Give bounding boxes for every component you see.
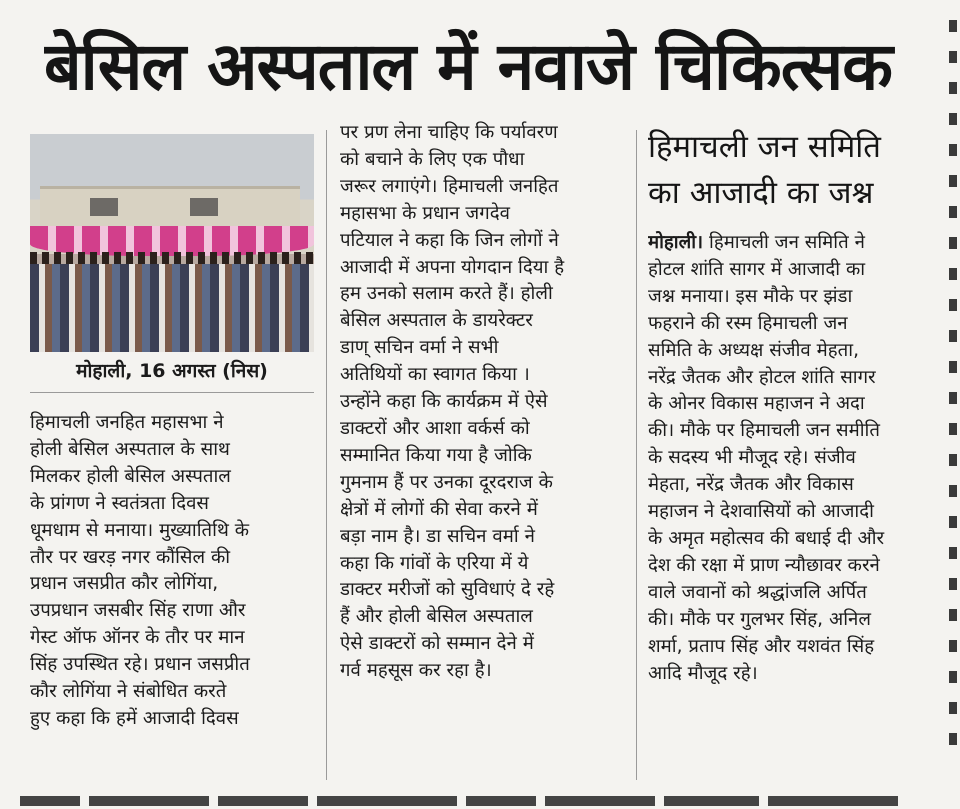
article-text-line: महासभा के प्रधान जगदेव bbox=[340, 202, 510, 224]
article-text-line: डाक्टरों और आशा वर्कर्स को bbox=[340, 417, 530, 439]
side-article-text-line: शर्मा, प्रताप सिंह और यशवंत सिंह bbox=[648, 635, 875, 657]
article-text-line: जरूर लगाएंगे। हिमाचली जनहित bbox=[340, 175, 559, 197]
article-text-line: अतिथियों का स्वागत किया । bbox=[340, 364, 530, 386]
text-fragment bbox=[949, 423, 957, 435]
side-article-text-line: फहराने की रस्म हिमाचली जन bbox=[648, 312, 848, 334]
adjacent-column-fragment bbox=[945, 20, 960, 800]
article-text-line: पर प्रण लेना चाहिए कि पर्यावरण bbox=[340, 122, 558, 143]
text-fragment bbox=[949, 671, 957, 683]
photo-window bbox=[190, 198, 218, 216]
column-divider bbox=[326, 130, 327, 780]
side-headline-line: का आजादी का जश्न bbox=[648, 175, 874, 211]
article-text-line: हिमाचली जनहित महासभा ने bbox=[30, 412, 224, 433]
article-text-line: को बचाने के लिए एक पौधा bbox=[340, 148, 525, 170]
side-article-text-line: की। मौके पर हिमाचली जन समीति bbox=[648, 420, 880, 442]
article-text-line: हुए कहा कि हमें आजादी दिवस bbox=[30, 707, 239, 729]
side-article-lead: हिमाचली जन समिति ने bbox=[703, 232, 865, 253]
article-text-line: सम्मानित किया गया है जोकि bbox=[340, 444, 532, 466]
article-column-2 bbox=[340, 120, 624, 685]
main-headline: बेसिल अस्पताल में नवाजे चिकित्सक bbox=[44, 28, 892, 105]
side-article-text-line: के अमृत महोत्सव की बधाई दी और bbox=[648, 527, 885, 549]
text-fragment bbox=[949, 609, 957, 621]
photo-window bbox=[90, 198, 118, 216]
text-fragment bbox=[949, 640, 957, 652]
article-text-line: गर्व महसूस कर रहा है। bbox=[340, 660, 492, 682]
article-text-line: के प्रांगण ने स्वतंत्रता दिवस bbox=[30, 492, 209, 514]
text-fragment bbox=[949, 454, 957, 466]
article-text-line: क्षेत्रों में लोगों की सेवा करने में bbox=[340, 498, 538, 520]
side-article-text-line: देश की रक्षा में प्राण न्यौछावर करने bbox=[648, 554, 880, 576]
article-text-line: कौर लोगिंया ने संबोधित करते bbox=[30, 681, 227, 703]
article-text-line: धूमधाम से मनाया। मुख्यातिथि के bbox=[30, 519, 250, 541]
text-fragment bbox=[664, 796, 759, 806]
side-article-text-line: जश्न मनाया। इस मौके पर झंडा bbox=[648, 285, 853, 307]
text-fragment bbox=[949, 113, 957, 125]
article-text-line: कहा कि गांवों के एरिया में ये bbox=[340, 552, 529, 574]
text-fragment bbox=[949, 485, 957, 497]
text-fragment bbox=[20, 796, 80, 806]
article-text-line: तौर पर खरड़ नगर कौंसिल की bbox=[30, 546, 231, 568]
text-fragment bbox=[949, 51, 957, 63]
text-fragment bbox=[949, 516, 957, 528]
text-fragment bbox=[949, 299, 957, 311]
text-fragment bbox=[949, 144, 957, 156]
text-fragment bbox=[317, 796, 457, 806]
side-article-text-line: के ओनर विकास महाजन ने अदा bbox=[648, 393, 865, 415]
text-fragment bbox=[89, 796, 209, 806]
text-fragment bbox=[949, 175, 957, 187]
text-fragment bbox=[949, 82, 957, 94]
text-fragment bbox=[949, 702, 957, 714]
article-text-line: ऐसे डाक्टरों को सम्मान देने में bbox=[340, 633, 534, 655]
column-divider bbox=[636, 130, 637, 780]
side-article-text-line: की। मौके पर गुलभर सिंह, अनिल bbox=[648, 608, 871, 630]
caption-divider bbox=[30, 392, 314, 393]
side-article-text-line: महाजन ने देशवासियों को आजादी bbox=[648, 501, 874, 523]
article-text-line: हैं और होली बेसिल अस्पताल bbox=[340, 606, 533, 628]
article-text-line: गुमनाम हैं पर उनका दूरदराज के bbox=[340, 471, 553, 493]
text-fragment bbox=[949, 20, 957, 32]
article-text-line: डाण् सचिन वर्मा ने सभी bbox=[340, 337, 499, 359]
side-headline-line: हिमाचली जन समिति bbox=[648, 129, 881, 165]
article-text-line: उपप्रधान जसबीर सिंह राणा और bbox=[30, 600, 246, 622]
side-article-text-line: के सदस्य भी मौजूद रहे। संजीव bbox=[648, 447, 856, 469]
text-fragment bbox=[545, 796, 655, 806]
side-article-text-line: नरेंद्र जैतक और होटल शांति सागर bbox=[648, 366, 876, 388]
article-text-line: सिंह उपस्थित रहे। प्रधान जसप्रीत bbox=[30, 654, 250, 676]
side-article-text-line: समिति के अध्यक्ष संजीव मेहता, bbox=[648, 339, 859, 361]
article-text-line: पटियाल ने कहा कि जिन लोगों ने bbox=[340, 229, 559, 251]
text-fragment bbox=[949, 237, 957, 249]
text-fragment bbox=[768, 796, 898, 806]
text-fragment bbox=[949, 268, 957, 280]
text-fragment bbox=[949, 330, 957, 342]
article-text-line: डाक्टर मरीजों को सुविधाएं दे रहे bbox=[340, 579, 555, 601]
article-text-line: गेस्ट ऑफ ऑनर के तौर पर मान bbox=[30, 627, 245, 649]
article-text-line: बेसिल अस्पताल के डायरेक्टर bbox=[340, 310, 533, 332]
side-article-text-line: मेहता, नरेंद्र जैतक और विकास bbox=[648, 474, 854, 496]
cut-off-text-row bbox=[20, 796, 940, 809]
article-text-line: होली बेसिल अस्पताल के साथ bbox=[30, 438, 230, 460]
text-fragment bbox=[949, 361, 957, 373]
text-fragment bbox=[949, 733, 957, 745]
side-article-text-line: होटल शांति सागर में आजादी का bbox=[648, 258, 866, 280]
article-text-line: आजादी में अपना योगदान दिया है bbox=[340, 256, 565, 278]
article-text-line: प्रधान जसप्रीत कौर लोगिंया, bbox=[30, 573, 219, 595]
text-fragment bbox=[949, 206, 957, 218]
side-article-headline bbox=[648, 124, 938, 216]
dateline: मोहाली। bbox=[648, 232, 704, 253]
text-fragment bbox=[949, 547, 957, 559]
article-text-line: हम उनको सलाम करते हैं। होली bbox=[340, 283, 553, 305]
article-text-line: बड़ा नाम है। डा सचिन वर्मा ने bbox=[340, 525, 535, 547]
side-article-text-line: आदि मौजूद रहे। bbox=[648, 662, 758, 684]
article-column-1 bbox=[30, 410, 314, 733]
news-photo bbox=[30, 134, 314, 352]
text-fragment bbox=[949, 578, 957, 590]
photo-building bbox=[40, 186, 300, 229]
photo-crowd bbox=[30, 264, 314, 352]
side-article-text-line: वाले जवानों को श्रद्धांजलि अर्पित bbox=[648, 581, 867, 603]
text-fragment bbox=[949, 392, 957, 404]
text-fragment bbox=[466, 796, 536, 806]
article-text-line: उन्होंने कहा कि कार्यक्रम में ऐसे bbox=[340, 391, 548, 413]
side-article-body bbox=[648, 230, 930, 687]
text-fragment bbox=[218, 796, 308, 806]
side-article-first-line bbox=[648, 230, 930, 257]
photo-caption: मोहाली, 16 अगस्त (निस) bbox=[76, 360, 268, 382]
article-text-line: मिलकर होली बेसिल अस्पताल bbox=[30, 465, 231, 487]
